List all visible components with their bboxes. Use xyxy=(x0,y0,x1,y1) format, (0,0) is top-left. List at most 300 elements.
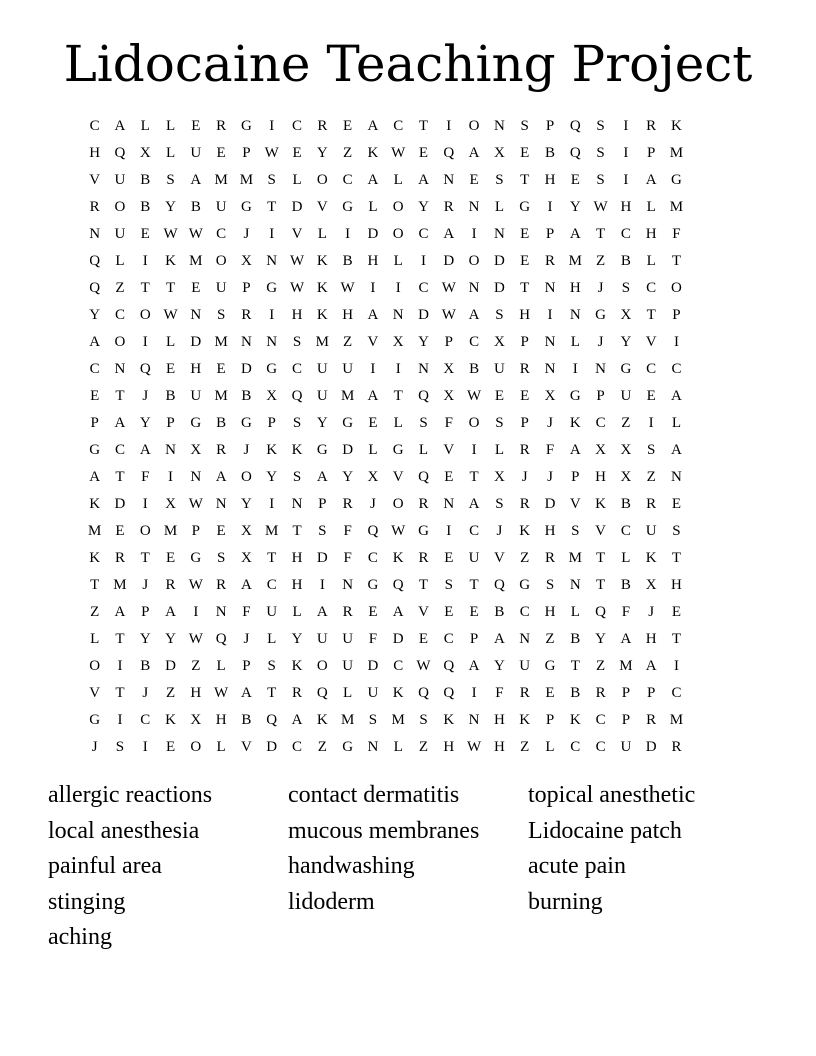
grid-letter: E xyxy=(216,145,226,161)
grid-letter: S xyxy=(495,496,504,512)
grid-letter: N xyxy=(367,739,379,755)
grid-letter: E xyxy=(444,469,454,485)
grid-letter: M xyxy=(214,172,228,188)
grid-letter: V xyxy=(291,226,303,242)
grid-letter: R xyxy=(646,496,657,512)
grid-letter: F xyxy=(343,550,352,566)
grid-letter: P xyxy=(647,145,656,161)
grid-letter: R xyxy=(241,307,252,323)
grid-letter: A xyxy=(89,334,101,350)
grid-letter: B xyxy=(342,253,353,269)
grid-letter: B xyxy=(140,199,151,215)
grid-letter: I xyxy=(117,712,123,728)
grid-letter: U xyxy=(316,388,328,404)
grid-letter: I xyxy=(572,361,578,377)
grid-letter: E xyxy=(368,415,378,431)
grid-letter: B xyxy=(216,415,227,431)
grid-letter: W xyxy=(214,685,229,701)
grid-letter: M xyxy=(189,253,203,269)
grid-letter: O xyxy=(468,415,480,431)
grid-letter: H xyxy=(215,712,227,728)
grid-letter: W xyxy=(188,226,203,242)
grid-letter: D xyxy=(493,280,505,296)
grid-letter: U xyxy=(519,658,531,674)
grid-letter: W xyxy=(441,307,456,323)
grid-letter: Z xyxy=(520,550,530,566)
grid-letter: N xyxy=(443,496,455,512)
grid-letter: E xyxy=(165,550,176,566)
grid-letter: U xyxy=(367,685,379,701)
grid-letter: U xyxy=(316,361,328,377)
grid-letter: Q xyxy=(443,658,455,674)
grid-letter: I xyxy=(142,739,148,755)
grid-row xyxy=(82,680,740,707)
grid-letter: O xyxy=(139,523,151,539)
grid-letter: U xyxy=(215,280,227,296)
word-list-item: painful area xyxy=(48,853,162,879)
grid-letter: O xyxy=(139,307,151,323)
grid-letter: B xyxy=(544,145,555,161)
word-list-item: local anesthesia xyxy=(48,817,200,844)
grid-letter: K xyxy=(316,307,328,323)
grid-letter: X xyxy=(493,145,505,161)
grid-row xyxy=(82,599,740,626)
grid-letter: R xyxy=(671,739,682,755)
grid-letter: N xyxy=(493,118,505,134)
grid-letter: P xyxy=(469,631,479,647)
grid-letter: B xyxy=(241,712,252,728)
grid-letter: X xyxy=(190,442,202,458)
grid-letter: J xyxy=(547,469,553,485)
grid-letter: M xyxy=(113,577,127,593)
grid-letter: N xyxy=(190,469,202,485)
grid-letter: M xyxy=(568,550,582,566)
grid-letter: R xyxy=(342,604,353,620)
grid-letter: H xyxy=(291,307,303,323)
grid-letter: I xyxy=(370,280,376,296)
grid-letter: L xyxy=(216,739,226,755)
grid-letter: W xyxy=(264,145,279,161)
grid-letter: H xyxy=(190,361,202,377)
grid-letter: J xyxy=(597,334,604,350)
grid-row xyxy=(82,275,740,302)
grid-letter: V xyxy=(595,523,606,539)
grid-letter: T xyxy=(115,388,125,404)
word-list-item: acute pain xyxy=(528,853,626,879)
grid-letter: A xyxy=(114,415,126,431)
grid-letter: N xyxy=(443,172,455,188)
grid-letter: H xyxy=(645,631,657,647)
grid-letter: K xyxy=(266,442,278,458)
grid-letter: E xyxy=(140,226,150,242)
grid-letter: Q xyxy=(367,523,379,539)
grid-letter: E xyxy=(216,361,226,377)
grid-letter: Y xyxy=(316,415,328,431)
grid-letter: N xyxy=(190,307,202,323)
grid-letter: V xyxy=(418,604,429,620)
grid-letter: U xyxy=(215,199,227,215)
grid-letter: G xyxy=(241,118,252,134)
grid-letter: J xyxy=(648,604,655,620)
word-list-item: Lidocaine patch xyxy=(528,817,682,844)
grid-letter: N xyxy=(89,226,101,242)
grid-letter: F xyxy=(672,226,681,242)
grid-letter: L xyxy=(267,631,277,647)
grid-letter: Y xyxy=(493,658,505,674)
grid-letter: M xyxy=(239,172,254,188)
grid-letter: J xyxy=(243,442,250,458)
grid-letter: R xyxy=(544,550,555,566)
grid-letter: K xyxy=(569,712,581,728)
grid-letter: Y xyxy=(316,145,328,161)
grid-letter: Z xyxy=(90,604,100,620)
grid-letter: H xyxy=(544,172,556,188)
grid-letter: G xyxy=(266,361,278,377)
grid-letter: A xyxy=(443,226,455,242)
grid-letter: M xyxy=(163,523,178,539)
grid-letter: A xyxy=(367,118,379,134)
grid-letter: I xyxy=(648,415,654,431)
grid-letter: A xyxy=(367,307,379,323)
grid-letter: C xyxy=(570,739,581,755)
grid-letter: L xyxy=(165,334,176,350)
grid-letter: B xyxy=(469,361,480,377)
grid-letter: S xyxy=(621,280,631,296)
grid-letter: Z xyxy=(545,631,555,647)
grid-letter: J xyxy=(496,523,503,539)
grid-letter: S xyxy=(292,334,302,350)
grid-row xyxy=(82,221,740,248)
grid-letter: H xyxy=(620,199,632,215)
grid-letter: E xyxy=(545,685,555,701)
grid-letter: K xyxy=(595,496,606,512)
grid-letter: J xyxy=(521,469,528,485)
grid-letter: I xyxy=(193,604,199,620)
grid-letter: E xyxy=(520,226,530,242)
grid-letter: K xyxy=(443,712,455,728)
grid-letter: L xyxy=(90,631,100,647)
grid-letter: D xyxy=(493,253,505,269)
grid-letter: R xyxy=(519,361,530,377)
grid-letter: S xyxy=(368,712,378,728)
grid-letter: A xyxy=(645,172,657,188)
grid-letter: P xyxy=(672,307,681,323)
grid-letter: P xyxy=(242,280,251,296)
grid-letter: C xyxy=(646,280,657,296)
grid-letter: I xyxy=(269,226,275,242)
grid-letter: S xyxy=(571,523,580,539)
grid-letter: C xyxy=(595,739,606,755)
grid-letter: J xyxy=(142,577,149,593)
grid-letter: T xyxy=(418,118,429,134)
grid-letter: W xyxy=(441,280,456,296)
grid-letter: K xyxy=(291,658,303,674)
grid-letter: J xyxy=(91,739,98,755)
grid-letter: H xyxy=(291,550,303,566)
grid-letter: Q xyxy=(89,280,101,296)
grid-letter: R xyxy=(216,577,227,593)
grid-row xyxy=(82,356,740,383)
grid-letter: L xyxy=(343,685,353,701)
grid-letter: Z xyxy=(646,469,656,485)
grid-letter: C xyxy=(393,118,404,134)
grid-letter: Z xyxy=(418,739,429,755)
grid-letter: C xyxy=(292,739,303,755)
grid-letter: P xyxy=(267,415,276,431)
grid-letter: P xyxy=(242,145,251,161)
grid-letter: O xyxy=(468,253,480,269)
grid-letter: T xyxy=(418,577,429,593)
grid-letter: E xyxy=(444,604,454,620)
grid-letter: E xyxy=(368,604,378,620)
grid-letter: E xyxy=(90,388,100,404)
grid-letter: P xyxy=(444,334,453,350)
grid-letter: X xyxy=(544,388,556,404)
grid-letter: I xyxy=(471,442,477,458)
grid-letter: D xyxy=(392,631,404,647)
grid-letter: S xyxy=(216,307,226,323)
grid-letter: I xyxy=(142,334,148,350)
grid-letter: H xyxy=(89,145,101,161)
grid-letter: H xyxy=(595,469,606,485)
grid-letter: L xyxy=(570,604,580,620)
grid-letter: A xyxy=(114,604,126,620)
grid-letter: D xyxy=(342,442,354,458)
grid-letter: P xyxy=(90,415,99,431)
grid-letter: B xyxy=(241,388,252,404)
grid-letter: K xyxy=(671,118,682,134)
grid-letter: A xyxy=(493,631,505,647)
grid-letter: R xyxy=(342,496,353,512)
grid-letter: K xyxy=(569,415,581,431)
grid-letter: D xyxy=(443,253,455,269)
grid-letter: J xyxy=(243,226,250,242)
grid-letter: X xyxy=(620,469,632,485)
grid-letter: H xyxy=(493,712,505,728)
grid-letter: S xyxy=(419,415,428,431)
grid-letter: W xyxy=(467,388,482,404)
grid-letter: H xyxy=(291,577,303,593)
grid-letter: O xyxy=(89,658,101,674)
grid-letter: S xyxy=(545,577,555,593)
grid-letter: P xyxy=(520,334,529,350)
grid-letter: V xyxy=(569,496,581,512)
grid-letter: M xyxy=(214,334,228,350)
grid-letter: C xyxy=(620,523,631,539)
grid-letter: M xyxy=(568,253,582,269)
grid-letter: H xyxy=(342,307,354,323)
grid-letter: N xyxy=(418,361,429,377)
grid-letter: A xyxy=(89,469,101,485)
grid-letter: L xyxy=(570,334,580,350)
word-list-item: allergic reactions xyxy=(48,782,213,808)
grid-letter: X xyxy=(645,577,657,593)
grid-letter: P xyxy=(242,658,251,674)
grid-letter: N xyxy=(595,361,606,377)
grid-letter: X xyxy=(139,145,151,161)
grid-letter: C xyxy=(114,442,125,458)
grid-letter: C xyxy=(367,550,378,566)
grid-letter: E xyxy=(671,604,682,620)
grid-letter: J xyxy=(369,496,376,512)
grid-letter: H xyxy=(645,226,657,242)
grid-letter: O xyxy=(190,739,202,755)
grid-letter: M xyxy=(391,712,405,728)
grid-letter: U xyxy=(342,631,354,647)
grid-letter: Q xyxy=(215,631,227,647)
grid-letter: E xyxy=(418,631,429,647)
grid-letter: Y xyxy=(620,334,632,350)
grid-letter: T xyxy=(267,685,277,701)
grid-letter: F xyxy=(242,604,251,620)
grid-letter: H xyxy=(190,685,202,701)
grid-letter: A xyxy=(418,172,429,188)
word-list-item: lidoderm xyxy=(288,888,375,915)
grid-letter: X xyxy=(241,523,252,539)
grid-letter: R xyxy=(519,442,530,458)
grid-letter: L xyxy=(368,442,378,458)
grid-row xyxy=(82,194,740,221)
grid-letter: T xyxy=(520,280,530,296)
grid-letter: P xyxy=(191,523,200,539)
grid-letter: N xyxy=(215,604,227,620)
grid-row xyxy=(82,383,740,410)
grid-letter: L xyxy=(393,172,403,188)
grid-letter: C xyxy=(418,226,429,242)
grid-row xyxy=(82,302,740,329)
grid-letter: A xyxy=(671,388,682,404)
grid-letter: U xyxy=(468,550,480,566)
grid-letter: Z xyxy=(317,739,327,755)
grid-letter: A xyxy=(114,118,126,134)
grid-letter: I xyxy=(269,496,275,512)
grid-letter: B xyxy=(620,577,631,593)
grid-letter: O xyxy=(392,496,404,512)
grid-letter: U xyxy=(645,523,657,539)
grid-letter: U xyxy=(342,658,354,674)
grid-letter: S xyxy=(672,523,681,539)
grid-letter: E xyxy=(165,361,176,377)
grid-letter: V xyxy=(645,334,657,350)
grid-letter: T xyxy=(469,577,479,593)
grid-letter: N xyxy=(671,469,682,485)
grid-letter: W xyxy=(467,739,482,755)
grid-letter: I xyxy=(623,172,629,188)
grid-letter: K xyxy=(165,712,176,728)
grid-letter: X xyxy=(241,550,252,566)
grid-letter: I xyxy=(547,199,553,215)
grid-letter: N xyxy=(569,577,581,593)
grid-letter: L xyxy=(115,253,125,269)
grid-letter: U xyxy=(266,604,278,620)
grid-letter: T xyxy=(292,523,302,539)
grid-letter: T xyxy=(140,550,150,566)
grid-letter: E xyxy=(292,145,302,161)
grid-letter: M xyxy=(619,658,633,674)
grid-letter: G xyxy=(367,577,379,593)
grid-letter: P xyxy=(571,469,580,485)
grid-letter: R xyxy=(114,550,125,566)
grid-letter: K xyxy=(392,550,404,566)
grid-letter: A xyxy=(291,712,303,728)
grid-letter: N xyxy=(241,334,252,350)
grid-letter: Q xyxy=(114,145,126,161)
grid-letter: O xyxy=(215,253,227,269)
grid-letter: V xyxy=(241,739,252,755)
grid-letter: E xyxy=(444,550,454,566)
grid-letter: S xyxy=(166,172,175,188)
word-list xyxy=(48,778,808,956)
grid-letter: C xyxy=(671,361,682,377)
grid-letter: T xyxy=(140,280,150,296)
grid-letter: X xyxy=(443,388,455,404)
grid-letter: R xyxy=(646,118,657,134)
grid-row xyxy=(82,113,740,140)
grid-letter: S xyxy=(292,469,302,485)
grid-letter: E xyxy=(343,118,353,134)
grid-letter: W xyxy=(188,577,203,593)
grid-letter: N xyxy=(468,280,480,296)
grid-letter: D xyxy=(316,550,328,566)
grid-letter: X xyxy=(595,442,606,458)
grid-letter: I xyxy=(395,361,401,377)
grid-letter: S xyxy=(495,415,504,431)
grid-letter: C xyxy=(292,361,303,377)
grid-letter: A xyxy=(671,442,682,458)
grid-letter: T xyxy=(646,307,656,323)
grid-letter: Y xyxy=(89,307,101,323)
grid-letter: C xyxy=(595,415,606,431)
grid-row xyxy=(82,518,740,545)
word-list-item: aching xyxy=(48,924,112,950)
grid-letter: G xyxy=(89,712,101,728)
grid-letter: K xyxy=(89,550,101,566)
grid-letter: P xyxy=(621,712,631,728)
grid-letter: S xyxy=(267,172,276,188)
grid-letter: J xyxy=(142,685,149,701)
grid-letter: G xyxy=(544,658,556,674)
grid-letter: H xyxy=(544,604,556,620)
grid-letter: L xyxy=(621,550,631,566)
grid-letter: Y xyxy=(595,631,606,647)
grid-letter: Q xyxy=(89,253,101,269)
grid-letter: T xyxy=(520,172,530,188)
grid-letter: H xyxy=(544,523,556,539)
grid-letter: S xyxy=(596,118,605,134)
grid-letter: E xyxy=(191,118,201,134)
grid-letter: F xyxy=(444,415,453,431)
grid-letter: V xyxy=(443,442,455,458)
grid-letter: N xyxy=(165,442,176,458)
grid-letter: G xyxy=(266,280,278,296)
grid-letter: U xyxy=(190,145,202,161)
grid-letter: E xyxy=(469,604,479,620)
grid-letter: N xyxy=(215,496,227,512)
grid-letter: Y xyxy=(165,631,176,647)
grid-letter: E xyxy=(520,145,530,161)
grid-letter: A xyxy=(190,172,202,188)
grid-letter: C xyxy=(595,712,606,728)
grid-letter: N xyxy=(266,253,278,269)
grid-letter: D xyxy=(114,496,126,512)
grid-letter: Y xyxy=(165,199,176,215)
grid-letter: D xyxy=(266,739,278,755)
grid-letter: Z xyxy=(115,280,125,296)
grid-letter: V xyxy=(493,550,505,566)
grid-letter: G xyxy=(392,442,404,458)
grid-row xyxy=(82,437,740,464)
grid-letter: D xyxy=(190,334,202,350)
